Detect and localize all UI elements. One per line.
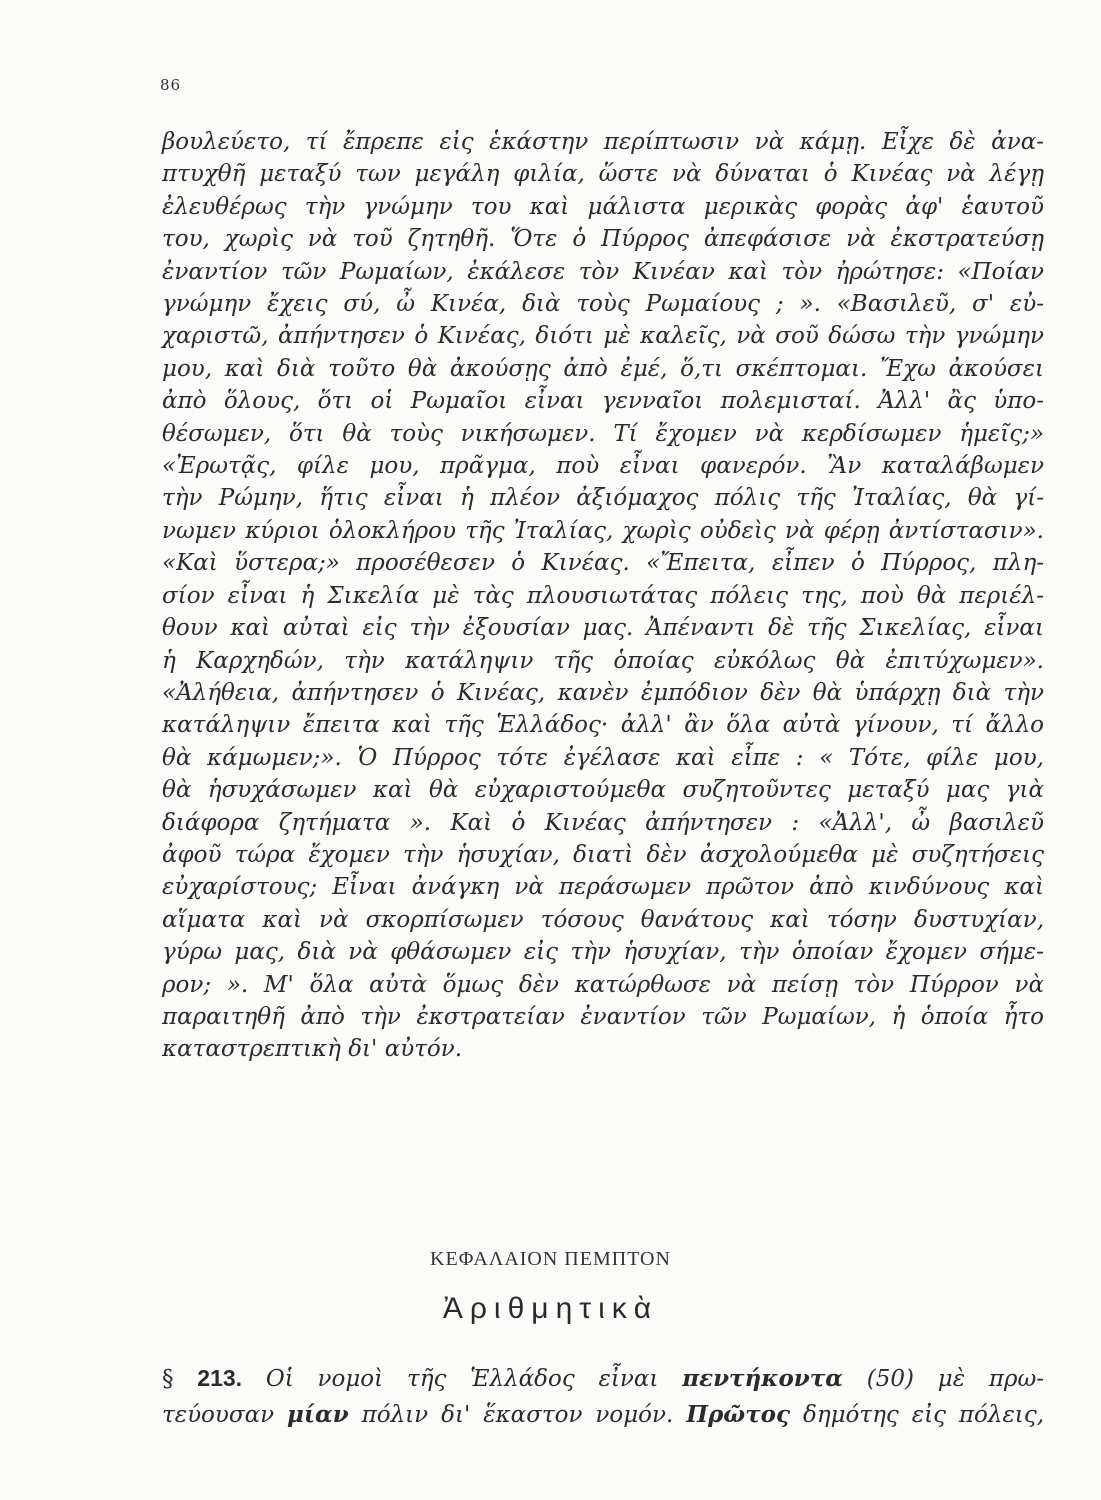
section-bold-text: μίαν [287, 1401, 349, 1428]
text-line: θὰ κάμωμεν;». Ὁ Πύρρος τότε ἐγέλασε καὶ εἶπε : « Τότε, φίλε μου, [162, 744, 1044, 771]
page-number: 86 [160, 76, 182, 94]
text-line: καταστρεπτικὴ δι' αὐτόν. [162, 1036, 463, 1063]
section-text: Οἱ νομοὶ τῆς Ἑλλάδος εἶναι [265, 1366, 659, 1392]
section-text: πόλιν δι' ἕκαστον νομόν. [361, 1402, 674, 1428]
text-line: ἡ Καρχηδών, τὴν κατάληψιν τῆς ὁποίας εὐκόλως θὰ ἐπιτύχωμεν». [162, 647, 1044, 674]
text-line: ἐλευθέρως τὴν γνώμην του καὶ μάλιστα μερικὰς φορὰς ἀφ' ἑαυτοῦ [162, 193, 1044, 220]
section-text: τεύουσαν [162, 1402, 275, 1428]
section-bold-text: Πρῶτος [686, 1401, 791, 1428]
text-line: χαριστῶ, ἀπήντησεν ὁ Κινέας, διότι μὲ καλεῖς, νὰ σοῦ δώσω τὴν γνώμην [162, 323, 1044, 350]
text-line: του, χωρὶς νὰ τοῦ ζητηθῆ. Ὅτε ὁ Πύρρος ἀπεφάσισε νὰ ἐκστρατεύσῃ [162, 226, 1044, 253]
text-line: «Ἀλήθεια, ἀπήντησεν ὁ Κινέας, κανὲν ἐμπόδιον δὲν θὰ ὑπάρχῃ διὰ τὴν [162, 679, 1044, 706]
text-line: ἐναντίον τῶν Ρωμαίων, ἐκάλεσε τὸν Κινέαν καὶ τὸν ἠρώτησε: «Ποίαν [162, 258, 1044, 285]
text-line: ἀπὸ ὅλους, ὅτι οἱ Ρωμαῖοι εἶναι γενναῖοι πολεμισταί. Ἀλλ' ἂς ὑπο- [162, 388, 1044, 415]
text-line: τὴν Ρώμην, ἥτις εἶναι ἡ πλέον ἀξιόμαχος πόλις τῆς Ἰταλίας, θὰ γί- [162, 485, 1044, 512]
text-line: «Καὶ ὕστερα;» προσέθεσεν ὁ Κινέας. «Ἔπειτα, εἶπεν ὁ Πύρρος, πλη- [162, 550, 1044, 577]
text-line: εὐχαρίστους; Εἶναι ἀνάγκη νὰ περάσωμεν πρῶτον ἀπὸ κινδύνους καὶ [162, 874, 1044, 901]
section-text: (50) μὲ πρω- [866, 1366, 1044, 1392]
text-line: «Ἐρωτᾷς, φίλε μου, πρᾶγμα, ποὺ εἶναι φανερόν. Ἂν καταλάβωμεν [162, 453, 1044, 480]
section-213-paragraph [162, 1360, 1044, 1433]
chapter-heading: ΚΕΦΑΛΑΙΟΝ ΠΕΜΠΤΟΝ [430, 1248, 671, 1270]
text-line: ἀφοῦ τώρα ἔχομεν τὴν ἡσυχίαν, διατὶ δὲν ἀσχολούμεθα μὲ συζητήσεις [162, 841, 1044, 868]
text-line: πτυχθῆ μεταξύ των μεγάλη φιλία, ὥστε νὰ δύναται ὁ Κινέας νὰ λέγῃ [162, 161, 1044, 188]
text-line: αἵματα καὶ νὰ σκορπίσωμεν τόσους θανάτους καὶ τόσην δυστυχίαν, [162, 906, 1044, 933]
text-line: διάφορα ζητήματα ». Καὶ ὁ Κινέας ἀπήντησεν : «Ἀλλ', ὦ βασιλεῦ [162, 809, 1044, 836]
section-213-line-2 [162, 1397, 1044, 1433]
text-line: νωμεν κύριοι ὁλοκλήρου τῆς Ἰταλίας, χωρὶς οὐδεὶς νὰ φέρῃ ἀντίστασιν». [162, 517, 1044, 544]
section-213-line-1 [162, 1360, 1044, 1397]
text-line: γύρω μας, διὰ νὰ φθάσωμεν εἰς τὴν ἡσυχίαν, τὴν ὁποίαν ἔχομεν σήμε- [162, 939, 1044, 966]
text-line: κατάληψιν ἔπειτα καὶ τῆς Ἑλλάδος· ἀλλ' ἂν ὅλα αὐτὰ γίνουν, τί ἄλλο [162, 712, 1044, 739]
text-line: μου, καὶ διὰ τοῦτο θὰ ἀκούσῃς ἀπὸ ἐμέ, ὅ,τι σκέπτομαι. Ἔχω ἀκούσει [162, 355, 1044, 382]
text-line: θουν καὶ αὐταὶ εἰς τὴν ἐξουσίαν μας. Ἀπέναντι δὲ τῆς Σικελίας, εἶναι [162, 615, 1044, 642]
text-line: θέσωμεν, ὅτι θὰ τοὺς νικήσωμεν. Τί ἔχομεν νὰ κερδίσωμεν ἡμεῖς;» [162, 420, 1044, 447]
text-line: παραιτηθῆ ἀπὸ τὴν ἐκστρατείαν ἐναντίον τῶν Ρωμαίων, ἡ ὁποία ἦτο [162, 1003, 1044, 1030]
section-bold-text: πεντήκοντα [682, 1365, 843, 1392]
text-line: γνώμην ἔχεις σύ, ὦ Κινέα, διὰ τοὺς Ρωμαίους ; ». «Βασιλεῦ, σ' εὐ- [162, 291, 1044, 318]
section-title: Ἀριθμητικὰ [442, 1292, 659, 1325]
text-line: θὰ ἡσυχάσωμεν καὶ θὰ εὐχαριστούμεθα συζητοῦντες μεταξύ μας γιὰ [162, 777, 1044, 804]
text-line: ρον; ». Μ' ὅλα αὐτὰ ὅμως δὲν κατώρθωσε νὰ πείσῃ τὸν Πύρρον νὰ [162, 971, 1044, 998]
body-paragraph [162, 126, 1044, 1066]
text-line: βουλεύετο, τί ἔπρεπε εἰς ἑκάστην περίπτωσιν νὰ κάμῃ. Εἶχε δὲ ἀνα- [162, 129, 1044, 155]
section-number: 213. [197, 1365, 243, 1391]
section-symbol: § [162, 1366, 174, 1392]
section-text: δημότης εἰς πόλεις, [802, 1402, 1045, 1428]
text-line: σίον εἶναι ἡ Σικελία μὲ τὰς πλουσιωτάτας πόλεις της, ποὺ θὰ περιέλ- [162, 582, 1044, 609]
